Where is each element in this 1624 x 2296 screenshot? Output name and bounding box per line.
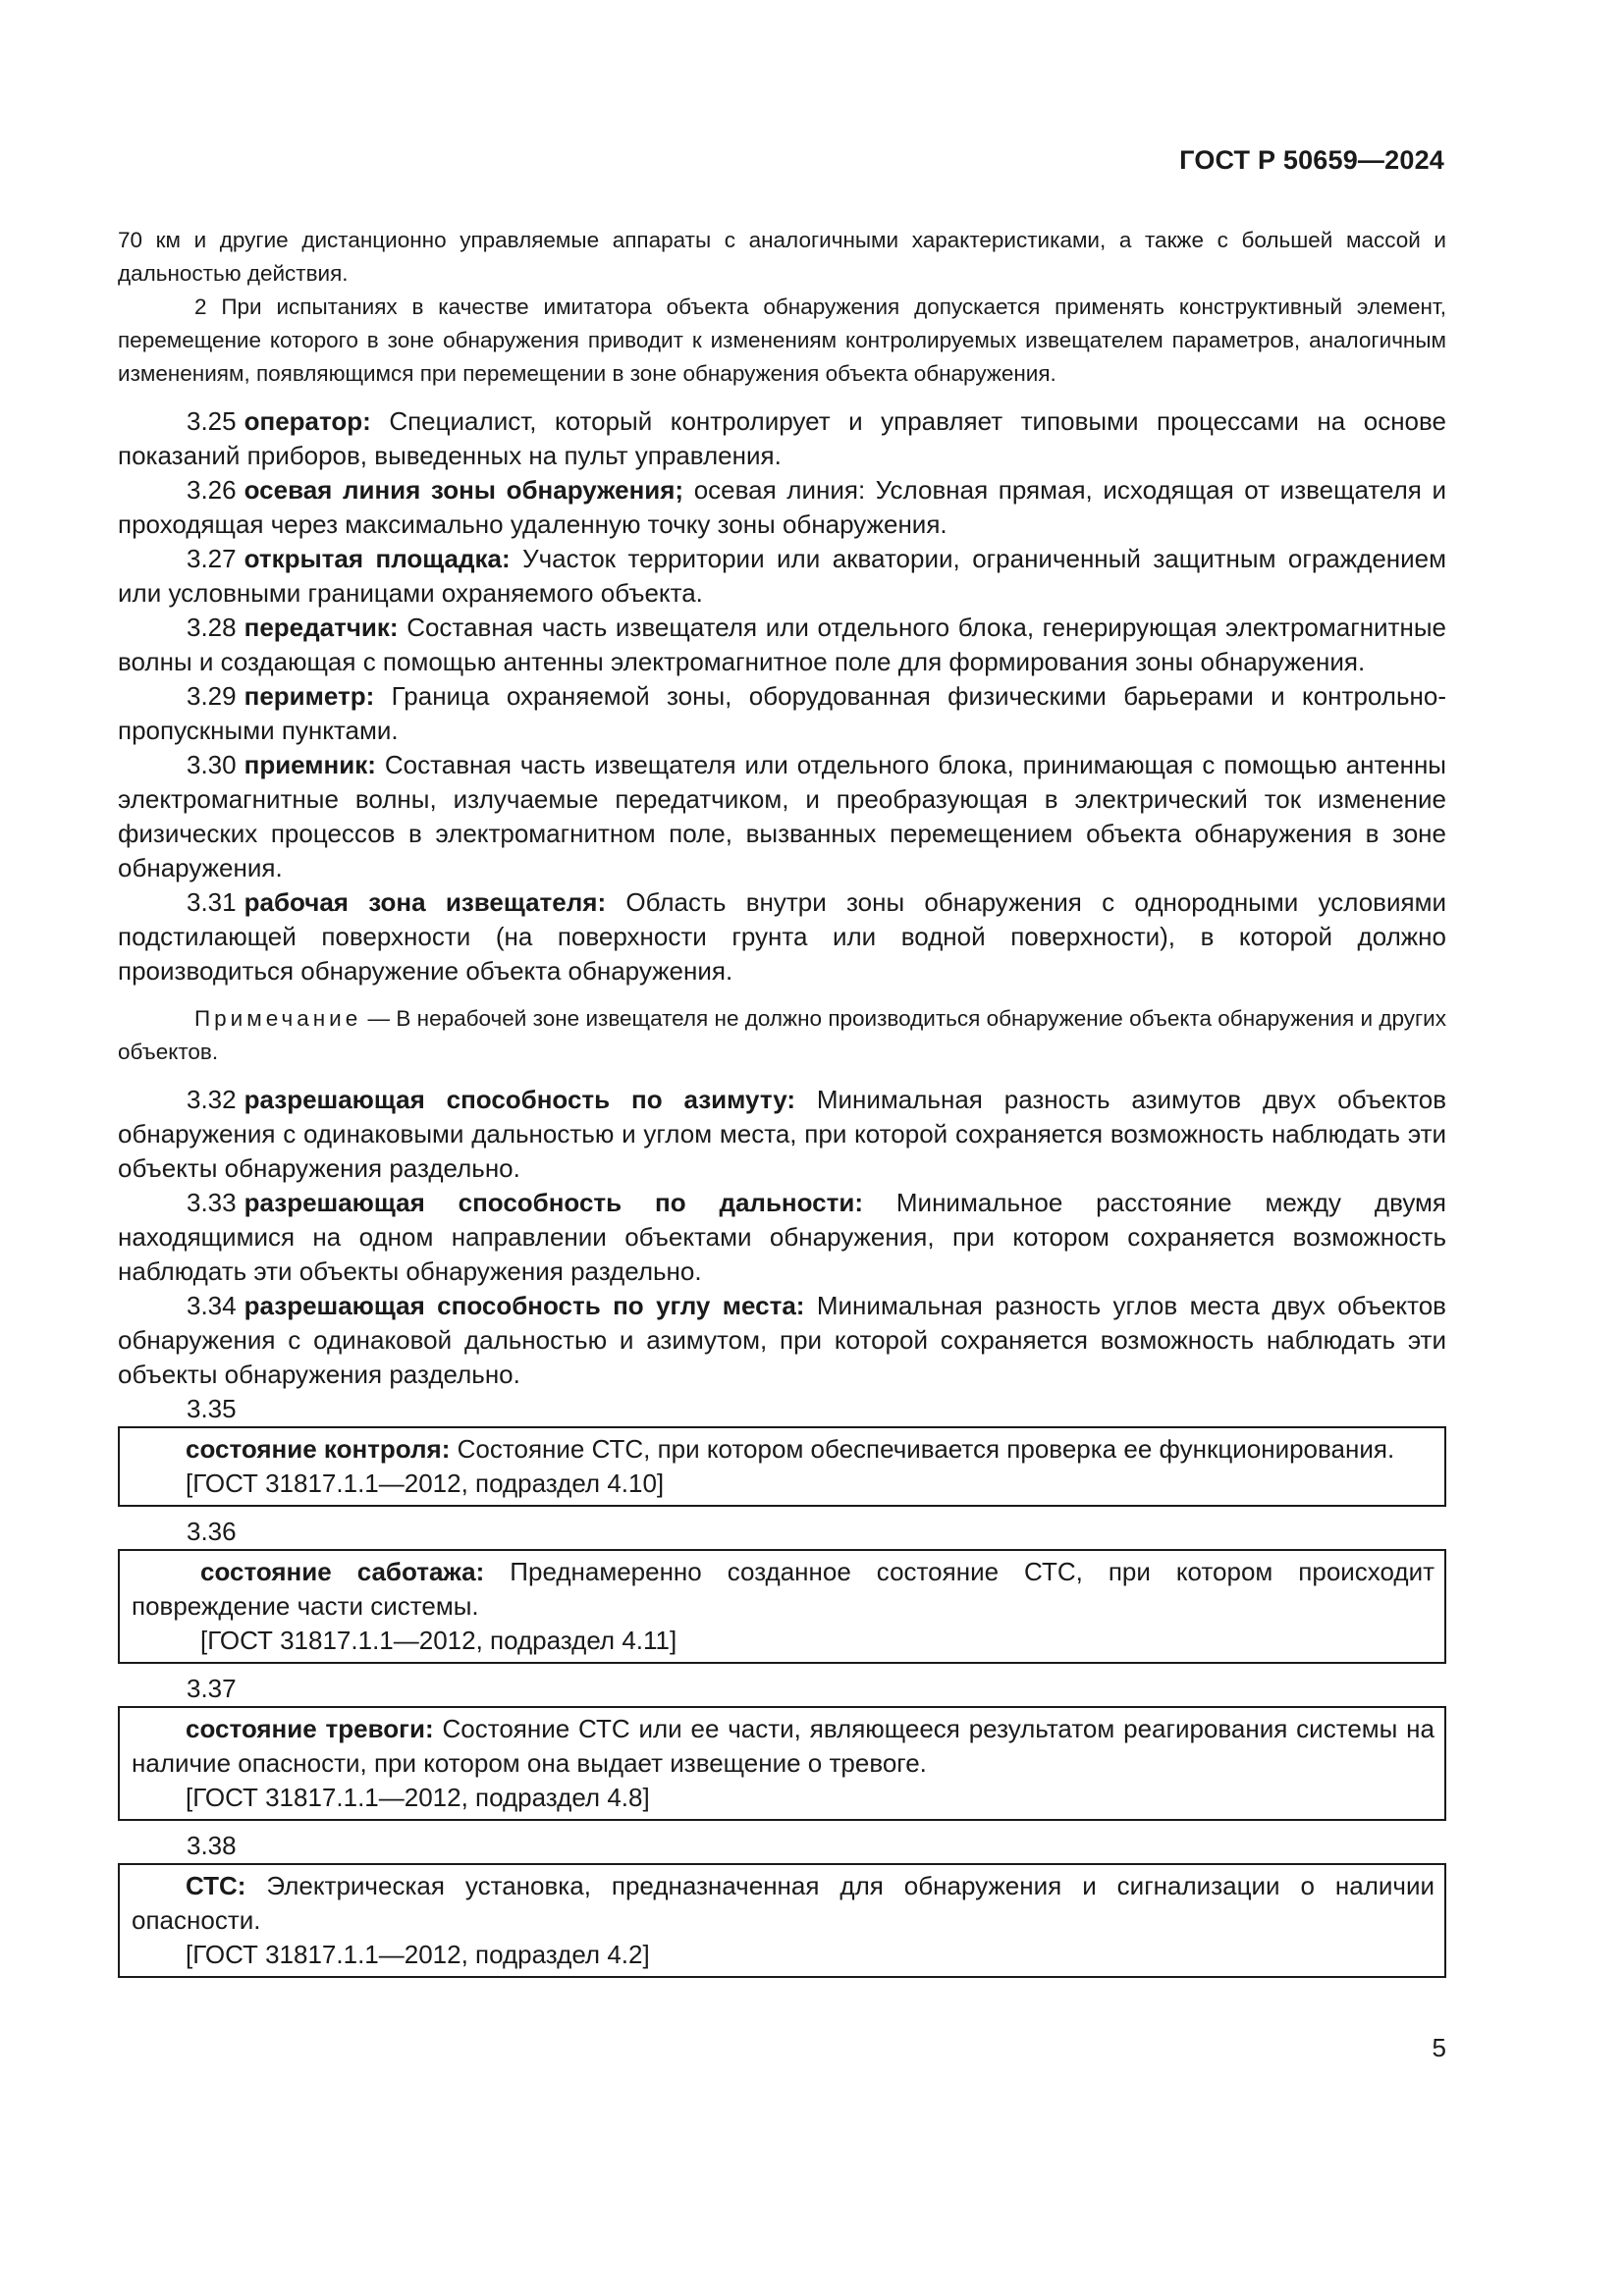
term-3-26: 3.26 осевая линия зоны обнаружения; осевая линия: Условная прямая, исходящая от извещателя и проходящая через максимально удаленную точку зоны обнаружения. <box>118 475 1446 539</box>
note-paragraph <box>118 1002 1446 1069</box>
quoted-term-box-3-37 <box>118 1706 1446 1821</box>
term-3-27: 3.27 открытая площадка: Участок территории или акватории, ограниченный защитным ограждением или условными границами охраняемого объекта. <box>118 544 1447 608</box>
term-3-33: 3.33 разрешающая способность по дальности: Минимальное расстояние между двумя находящимися на одном направлении объектами обнаружения, при котором сохраняется возможность наблюдать эти объекты обнаружения раздельно. <box>118 1188 1446 1286</box>
terms-list-a <box>118 404 1446 988</box>
boxed-term-source: [ГОСТ 31817.1.1—2012, подраздел 4.10] <box>186 1468 665 1498</box>
term-3-29: 3.29 периметр: Граница охраняемой зоны, оборудованная физическими барьерами и контрольно-пропускными пунктами. <box>118 681 1446 745</box>
term-number-3-38: 3.38 <box>187 1831 237 1860</box>
note-continuation: 70 км и другие дистанционно управляемые аппараты с аналогичными характеристиками, а также с большей массой и дальностью действия. <box>118 228 1446 286</box>
boxed-term-source: [ГОСТ 31817.1.1—2012, подраздел 4.8] <box>186 1783 650 1812</box>
quoted-term-box-3-36 <box>118 1549 1446 1664</box>
term-3-28: 3.28 передатчик: Составная часть извещателя или отдельного блока, генерирующая электромагнитные волны и создающая с помощью антенны электромагнитное поле для формирования зоны обнаружения. <box>118 613 1446 676</box>
page-number: 5 <box>1432 2033 1446 2062</box>
term-3-31: 3.31 рабочая зона извещателя: Область внутри зоны обнаружения с однородными условиями подстилающей поверхности (на поверхности грунта или водной поверхности), в которой должно производиться обнаружение объекта обнаружения. <box>118 887 1446 986</box>
note-text: — В нерабочей зоне извещателя не должно производиться обнаружение объекта обнаружения и других объектов. <box>118 1006 1446 1064</box>
page-content <box>118 224 1446 1978</box>
document-code: ГОСТ Р 50659—2024 <box>1179 145 1444 175</box>
term-3-30: 3.30 приемник: Составная часть извещателя или отдельного блока, принимающая с помощью антенны электромагнитные волны, излучаемые передатчиком, и преобразующая в электрический ток изменение физических процессов в электромагнитном поле, вызванных перемещением объекта обнаружения в зоне обнаружения. <box>118 750 1446 882</box>
boxed-term-definition: состояние контроля: Состояние СТС, при котором обеспечивается проверка ее функционирования. <box>186 1434 1395 1464</box>
term-number-3-36: 3.36 <box>187 1517 237 1546</box>
note-label: Примечание <box>194 1006 362 1031</box>
boxed-term-source: [ГОСТ 31817.1.1—2012, подраздел 4.2] <box>186 1940 650 1969</box>
boxed-term-definition: состояние тревоги: Состояние СТС или ее части, являющееся результатом реагирования системы на наличие опасности, при котором она выдает извещение о тревоге. <box>132 1714 1435 1778</box>
quoted-term-box-3-35 <box>118 1426 1446 1507</box>
term-number-3-35: 3.35 <box>187 1394 237 1423</box>
term-3-25: 3.25 оператор: Специалист, который контролирует и управляет типовыми процессами на основе показаний приборов, выведенных на пульт управления. <box>118 406 1446 470</box>
term-number-3-37: 3.37 <box>187 1674 237 1703</box>
boxed-term-source: [ГОСТ 31817.1.1—2012, подраздел 4.11] <box>200 1626 677 1655</box>
term-3-34: 3.34 разрешающая способность по углу места: Минимальная разность углов места двух объектов обнаружения с одинаковой дальностью и азимутом, при которой сохраняется возможность наблюдать эти объекты обнаружения раздельно. <box>118 1291 1446 1389</box>
boxed-term-definition: состояние саботажа: Преднамеренно созданное состояние СТС, при котором происходит повреждение части системы. <box>132 1557 1435 1621</box>
quoted-term-box-3-38 <box>118 1863 1446 1978</box>
note-2: 2 При испытаниях в качестве имитатора объекта обнаружения допускается применять конструктивный элемент, перемещение которого в зоне обнаружения приводит к изменениям контролируемых извещателем параметров, аналогичным изменениям, появляющимся при перемещении в зоне обнаружения объекта обнаружения. <box>118 294 1446 386</box>
boxed-term-definition: СТС: Электрическая установка, предназначенная для обнаружения и сигнализации о наличии опасности. <box>132 1871 1435 1935</box>
term-3-32: 3.32 разрешающая способность по азимуту: Минимальная разность азимутов двух объектов обнаружения с одинаковыми дальностью и углом места, при которой сохраняется возможность наблюдать эти объекты обнаружения раздельно. <box>118 1085 1446 1183</box>
terms-list-b <box>118 1083 1446 1392</box>
